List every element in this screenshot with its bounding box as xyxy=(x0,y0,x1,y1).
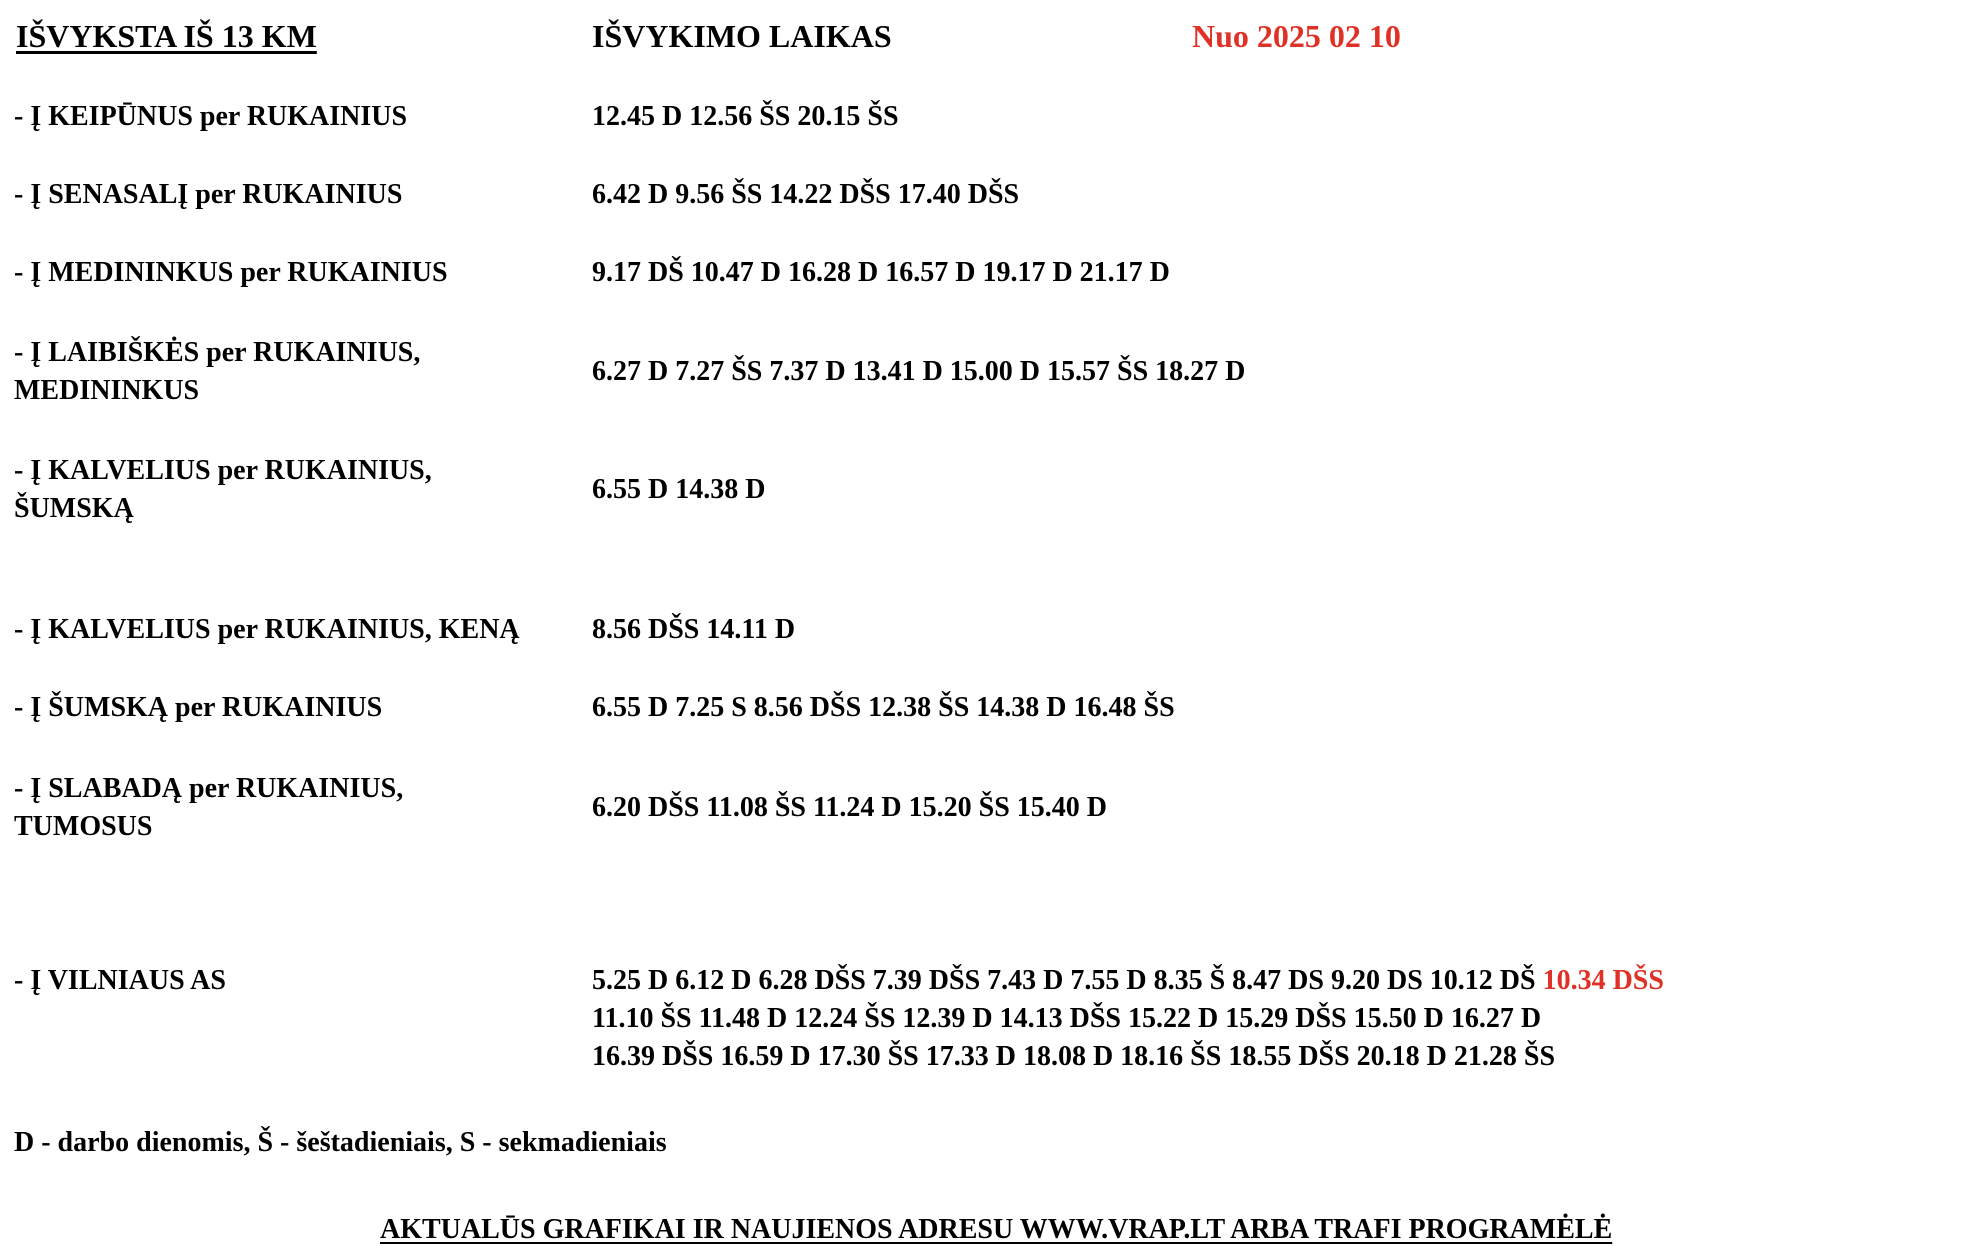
route-destination: - Į KEIPŪNUS per RUKAINIUS xyxy=(14,101,408,132)
route-times: 5.25 D 6.12 D 6.28 DŠS 7.39 DŠS 7.43 D 7.55 D 8.35 Š 8.47 DS 9.20 DS 10.12 DŠ 10.34 DŠS 11.10 ŠS 11.48 D 12.24 ŠS 12.39 D 14.13 DŠS 15.22 D 15.29 DŠS 15.50 D 16.27 D 16.39 DŠS 16.59 D 17.30 ŠS 17.33 D 18.08 D 18.16 ŠS 18.55 DŠS 20.18 D 21.28 ŠS xyxy=(592,965,1664,1072)
valid-from-date: Nuo 2025 02 10 xyxy=(1192,18,1401,54)
route-destination: - Į SLABADĄ per RUKAINIUS, TUMOSUS xyxy=(14,773,404,842)
departure-time-heading: IŠVYKIMO LAIKAS xyxy=(592,18,892,54)
route-destination: - Į KALVELIUS per RUKAINIUS, KENĄ xyxy=(14,614,520,645)
route-destination: - Į SENASALĮ per RUKAINIUS xyxy=(14,179,403,210)
route-destination: - Į LAIBIŠKĖS per RUKAINIUS, MEDININKUS xyxy=(14,337,421,406)
route-destination: - Į MEDININKUS per RUKAINIUS xyxy=(14,257,448,288)
route-times: 6.20 DŠS 11.08 ŠS 11.24 D 15.20 ŠS 15.40 D xyxy=(592,792,1108,823)
highlighted-departure: 10.34 DŠS xyxy=(1542,965,1664,996)
schedule-legend: D - darbo dienomis, Š - šeštadieniais, S - sekmadieniais xyxy=(14,1127,667,1158)
route-times: 9.17 DŠ 10.47 D 16.28 D 16.57 D 19.17 D 21.17 D xyxy=(592,257,1170,288)
route-times: 8.56 DŠS 14.11 D xyxy=(592,614,796,645)
footer-info-link: AKTUALŪS GRAFIKAI IR NAUJIENOS ADRESU WWW.VRAP.LT ARBA TRAFI PROGRAMĖLĖ xyxy=(380,1214,1613,1245)
route-destination: - Į VILNIAUS AS xyxy=(14,965,226,996)
route-destination: - Į ŠUMSKĄ per RUKAINIUS xyxy=(14,692,383,723)
route-destination: - Į KALVELIUS per RUKAINIUS, ŠUMSKĄ xyxy=(14,455,432,524)
route-times: 6.55 D 7.25 S 8.56 DŠS 12.38 ŠS 14.38 D 16.48 ŠS xyxy=(592,692,1175,723)
route-times: 6.27 D 7.27 ŠS 7.37 D 13.41 D 15.00 D 15.57 ŠS 18.27 D xyxy=(592,356,1246,387)
route-times: 6.42 D 9.56 ŠS 14.22 DŠS 17.40 DŠS xyxy=(592,179,1020,210)
route-times: 12.45 D 12.56 ŠS 20.15 ŠS xyxy=(592,101,899,132)
stop-title: IŠVYKSTA IŠ 13 KM xyxy=(16,18,317,54)
route-times: 6.55 D 14.38 D xyxy=(592,474,766,505)
